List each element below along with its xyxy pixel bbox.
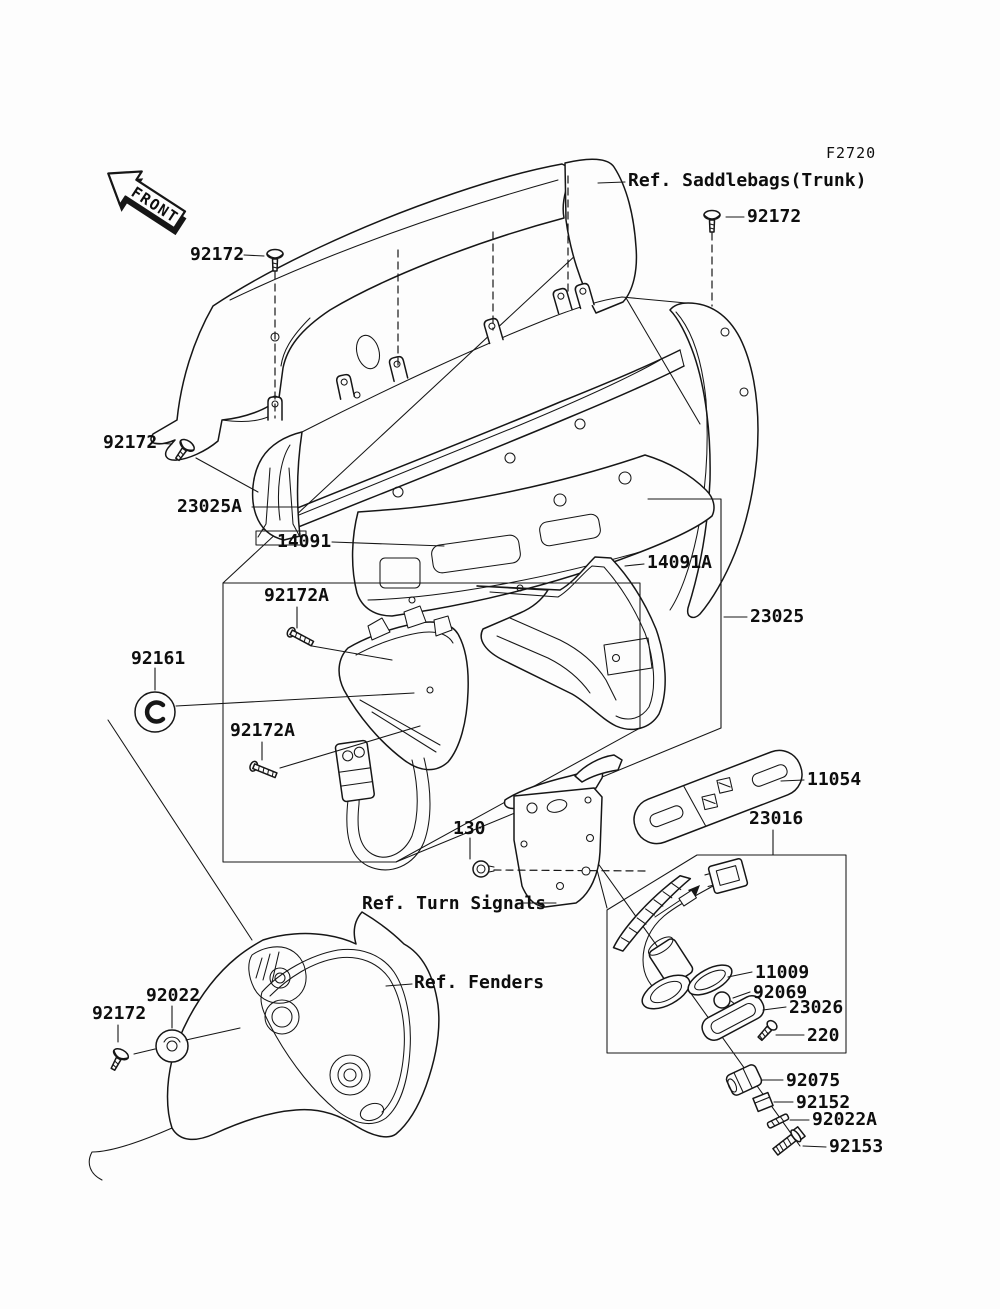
part-label-92172A-upper: 92172A [264,585,330,606]
part-label-23016: 23016 [749,808,804,829]
screw-92172A-upper-icon [286,626,315,648]
lens-cover-14091 [353,455,714,616]
collar-92152-icon [753,1093,773,1112]
license-plate-bracket-11054 [628,744,809,850]
bolt-130-icon [473,861,494,877]
bolt-92153-icon [771,1126,806,1157]
part-label-11054: 11054 [807,769,862,790]
part-label-23025: 23025 [750,606,805,627]
part-label-92022: 92022 [146,985,201,1006]
ref-label-fenders: Ref. Fenders [414,972,545,993]
part-label-92161: 92161 [131,648,186,669]
part-label-11009: 11009 [755,962,810,983]
part-label-92172-top-right: 92172 [747,206,802,227]
license-lamp-assembly [600,858,778,1044]
screw-92172A-lower-icon [249,760,278,780]
turn-signal-lamp-assembly [335,606,468,870]
turn-signal-ref-bracket [473,755,648,907]
front-direction-arrow [95,157,195,244]
part-label-130: 130 [453,818,486,839]
front-arrow-label: FRONT [127,183,182,227]
damper-92075-icon [724,1063,763,1097]
screw-92172-bottom-left-icon [106,1047,130,1073]
part-label-92172A-lower: 92172A [230,720,296,741]
part-label-23025A: 23025A [177,496,243,517]
part-label-14091A: 14091A [647,552,713,573]
part-label-14091: 14091 [277,531,332,552]
part-label-92153: 92153 [829,1136,884,1157]
part-label-92022A: 92022A [812,1109,878,1130]
part-label-92075: 92075 [786,1070,841,1091]
figure-code: F2720 [826,144,877,162]
part-label-23026: 23026 [789,997,844,1018]
part-label-92172-bottom-left: 92172 [92,1003,147,1024]
part-label-92172-mid-left: 92172 [103,432,158,453]
part-label-92069: 92069 [753,982,808,1003]
part-label-220: 220 [807,1025,840,1046]
screw-92172-top-right-icon [704,211,720,233]
washer-92022-icon [156,1030,188,1062]
ref-label-turn-signals: Ref. Turn Signals [362,893,547,914]
part-label-92172-top-left: 92172 [190,244,245,265]
screw-220-icon [756,1019,779,1043]
grommet-92161-icon [135,692,175,732]
part-label-92152: 92152 [796,1092,851,1113]
fender-outline [89,912,439,1180]
ref-label-saddlebags: Ref. Saddlebags(Trunk) [628,170,867,191]
